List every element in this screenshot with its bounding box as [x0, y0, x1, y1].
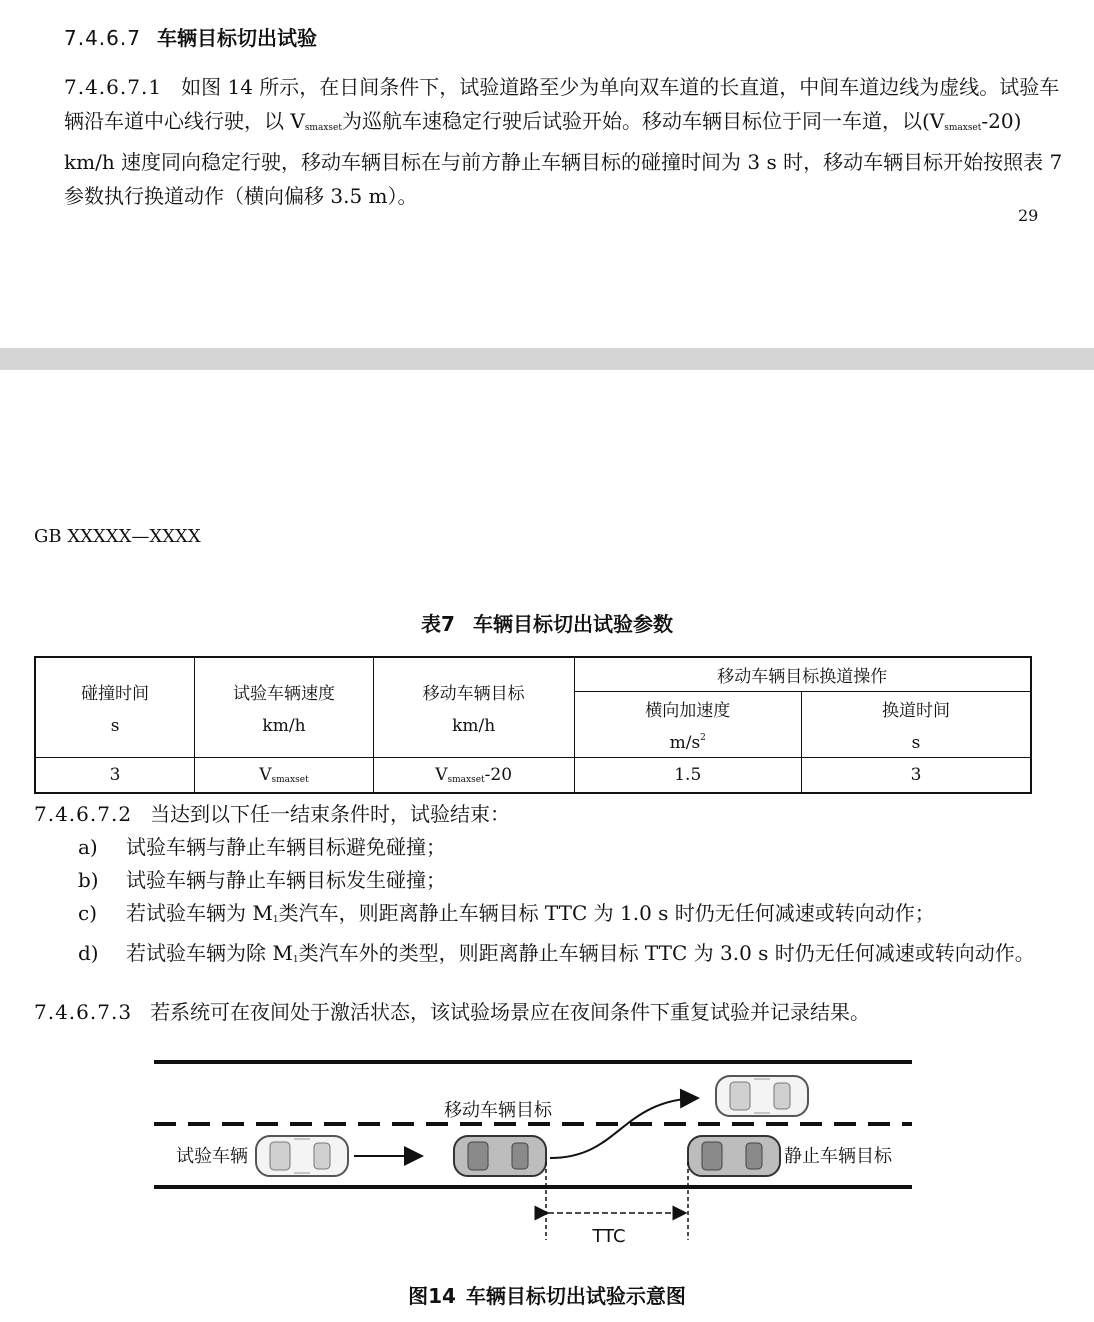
list-item-label: c): [78, 901, 98, 925]
paragraph-text-b: 为巡航车速稳定行驶后试验开始。移动车辆目标位于同一车道，以(V: [341, 109, 945, 133]
paragraph-number: 7.4.6.7.3: [34, 1000, 133, 1024]
stationary-target-car: [688, 1136, 780, 1176]
header-lane-change-group: 移动车辆目标换道操作: [574, 657, 1031, 691]
table-title-text: 车辆目标切出试验参数: [472, 612, 673, 636]
paragraph-number: 7.4.6.7.1: [64, 75, 163, 99]
list-item-text: 试验车辆与静止车辆目标发生碰撞；: [126, 868, 446, 892]
moving-target-car: [454, 1136, 546, 1176]
paragraph-text: 当达到以下任一结束条件时，试验结束：: [150, 802, 511, 826]
parameters-table: [34, 656, 1032, 794]
table-row: [35, 757, 1031, 793]
table-title: [0, 608, 1094, 637]
section-title: 车辆目标切出试验: [156, 26, 317, 50]
paragraph-text-a: 如图 14 所示，在日间条件下，试验道路至少为单向双车道的长直道，中间车道边线为虚线。试验车辆沿车道中心线行驶，以 V: [64, 75, 1060, 133]
list-item: [78, 897, 1074, 937]
cut-out-path-arrow: [550, 1098, 698, 1158]
header-moving-target: [373, 657, 574, 757]
page-number: 29: [1018, 206, 1039, 225]
header-label: 碰撞时间: [81, 683, 150, 704]
section-heading: [64, 22, 317, 51]
header-lateral-accel: [574, 691, 802, 757]
header-label: 试验车辆速度: [232, 683, 335, 704]
list-item-label: a): [78, 835, 98, 859]
header-unit: km/h: [262, 715, 306, 736]
header-label: 换道时间: [882, 700, 950, 721]
header-label: 横向加速度: [645, 700, 731, 721]
paragraph-text-c: -20) km/h 速度同向稳定行驶，移动车辆目标在与前方静止车辆目标的碰撞时间为 3 s 时，移动车辆目标开始按照表 7 参数执行换道动作（横向偏移 3.5 m）。: [64, 109, 1063, 208]
cell-moving-speed: $V_{smaxset}-20$: [373, 757, 574, 793]
paragraph-number: 7.4.6.7.2: [34, 802, 133, 826]
figure-caption: [0, 1280, 1094, 1309]
table-label: 表7: [421, 612, 455, 636]
list-item-text: 试验车辆与静止车辆目标避免碰撞；: [126, 835, 446, 859]
header-collision-time: [35, 657, 195, 757]
list-item-text: 若试验车辆为 $M_1$类汽车，则距离静止车辆目标 TTC 为 1.0 s 时仍无任何减速或转向动作；: [126, 901, 935, 925]
cell-lane-change-time: 3: [802, 757, 1031, 793]
cell-collision-time: 3: [35, 757, 195, 793]
paragraph-7-4-6-7-1: [64, 70, 1064, 213]
cut-out-diagram: [150, 1050, 920, 1250]
section-number: 7.4.6.7: [64, 26, 141, 50]
list-item: [78, 937, 1074, 977]
header-unit: km/h: [452, 715, 496, 736]
list-item-label: b): [78, 868, 99, 892]
label-ttc: TTC: [592, 1226, 626, 1247]
subscript-smaxset: smaxset: [304, 123, 342, 133]
paragraph-text: 若系统可在夜间处于激活状态，该试验场景应在夜间条件下重复试验并记录结果。: [150, 1000, 871, 1024]
label-stationary-target: 静止车辆目标: [784, 1146, 892, 1167]
cell-lateral-accel: 1.5: [574, 757, 802, 793]
header-lane-change-time: [802, 691, 1031, 757]
label-moving-target: 移动车辆目标: [444, 1100, 552, 1121]
subscript-smaxset: smaxset: [944, 123, 982, 133]
page-divider: [0, 348, 1094, 370]
paragraph-7-4-6-7-2: [34, 798, 1074, 977]
document-id: GB XXXXX—XXXX: [34, 526, 201, 547]
header-label: 移动车辆目标: [422, 683, 525, 704]
list-item-label: d): [78, 941, 99, 965]
test-vehicle-car: [256, 1136, 348, 1176]
paragraph-7-4-6-7-3: [34, 996, 870, 1025]
list-item-text: 若试验车辆为除 $M_1$类汽车外的类型，则距离静止车辆目标 TTC 为 3.0 s 时仍无任何减速或转向动作。: [126, 941, 1035, 965]
figure-title: 车辆目标切出试验示意图: [465, 1284, 686, 1308]
header-unit: s: [911, 732, 921, 753]
header-test-vehicle-speed: [195, 657, 374, 757]
list-item: [78, 831, 1074, 864]
header-unit: $m/s^2$: [669, 732, 706, 753]
header-unit: s: [110, 715, 120, 736]
figure-label: 图14: [408, 1284, 456, 1308]
moving-target-after-cut-out: [716, 1076, 808, 1116]
cell-test-speed: $V_{smaxset}$: [195, 757, 374, 793]
label-test-vehicle: 试验车辆: [176, 1146, 248, 1167]
list-item: [78, 864, 1074, 897]
